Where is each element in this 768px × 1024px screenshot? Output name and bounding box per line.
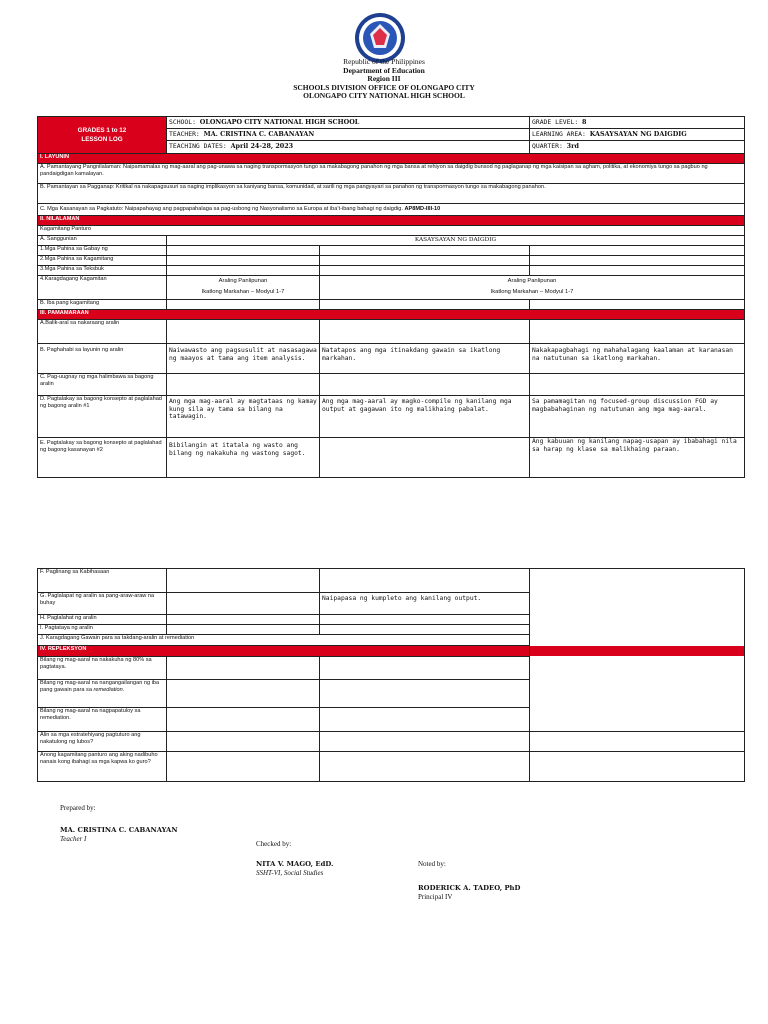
layunin-c-code: AP8MD-IIII-10: [404, 206, 441, 212]
balik-aral-label: A.Balik-aral sa nakaraang aralin: [38, 320, 167, 344]
teacher-cell: [167, 129, 530, 141]
lesson-log-table: [37, 116, 745, 478]
learning-area-value: KASAYSAYAN NG DAIGDIG: [589, 130, 687, 138]
noted-by-title: Principal IV: [418, 893, 453, 901]
header-department: Department of Education: [343, 65, 425, 75]
kagamitang-panturo: Kagamitang Panturo: [38, 226, 745, 236]
layunin-c-text: C. Mga Kasanayan sa Pagkatuto: Naipapahayag ang pagpapahalaga sa pag-usbong ng Nasyonalismo sa Europa at iba’t-ibang bahagi ng daigdig.: [40, 206, 403, 212]
sanggunian-label: A. Sanggunian: [38, 236, 167, 246]
section-nilalaman: II. NILALAMAN: [38, 216, 745, 226]
layunin-a: A. Pamantayang Pangnilalaman: Naipamamalas ng mag-aaral ang pag-unawa sa naging transpormasyon tungo sa makabagong panahon ng mga bansa at rehiyon sa daigdig bunsod ng paglaganap ng mga kaisipan sa agham, politika, at ekonomiya tungo sa pagbuo ng pandaigdigan kamalayan.: [38, 164, 745, 184]
grade-level-cell: [530, 117, 745, 129]
lesson-log-table-continued: [37, 568, 745, 782]
pag-uugnay-label: C. Pag-uugnay ng mga halimbawa sa bagong aralin: [38, 374, 167, 396]
noted-by-label: Noted by:: [418, 860, 446, 868]
checked-by-name: NITA V. MAGO, EdD.: [256, 860, 334, 868]
teksbuk-label: 3.Mga Pahina sa Teksbuk: [38, 266, 167, 276]
refleksyon-1: Bilang ng mag-aaral na nakakuha ng 80% sa pagtataya.: [38, 657, 167, 680]
dates-label: TEACHING DATES:: [169, 142, 227, 150]
checked-by-block: [256, 860, 333, 878]
grade-box: [38, 117, 167, 154]
prepared-by-name: MA. CRISTINA C. CABANAYAN: [60, 826, 178, 834]
school-cell: [167, 117, 530, 129]
noted-by-block: [418, 884, 520, 902]
paglalapat-label: G. Paglalapat ng aralin sa pang-araw-araw na buhay: [38, 593, 167, 615]
prepared-by-label: Prepared by:: [60, 804, 96, 812]
paghahabi-col2: Natatapos ang mga itinakdang gawain sa ikatlong markahan.: [320, 344, 530, 374]
quarter-value: 3rd: [566, 142, 579, 150]
checked-by-title: SSHT-VI, Social Studies: [256, 869, 324, 877]
prepared-by-title: Teacher I: [60, 835, 87, 843]
karagdagang-col1: [167, 276, 320, 300]
quarter-label: QUARTER:: [532, 142, 563, 150]
teacher-label: TEACHER:: [169, 130, 200, 138]
prepared-by-block: [60, 826, 178, 844]
karagdagang-label: 4.Karagdagang Kagamitan: [38, 276, 167, 300]
checked-by-label: Checked by:: [256, 840, 292, 848]
teacher-value: MA. CRISTINA C. CABANAYAN: [203, 130, 315, 138]
pagtalakay2-label: E. Pagtalakay sa bagong konsepto at paglalahad ng bagong kasanayan #2: [38, 438, 167, 478]
gabay-label: 1.Mga Pahina sa Gabay ng: [38, 246, 167, 256]
header-school: OLONGAPO CITY NATIONAL HIGH SCHOOL: [303, 91, 465, 101]
noted-by-name: RODERICK A. TADEO, PhD: [418, 884, 521, 892]
iba-pang-label: B. Iba pang kagamitang: [38, 300, 167, 310]
grade-box-line2: LESSON LOG: [81, 136, 123, 143]
quarter-cell: [530, 141, 745, 154]
paglinang-label: F. Paglinang sa Kabihasaan: [38, 569, 167, 593]
kagamitang-label: 2.Mga Pahina sa Kagamitang: [38, 256, 167, 266]
layunin-b: B. Pamantayan sa Pagganap: Kritikal na nakapagsusuri sa naging implikasyon sa kaniyang bansa, komunidad, at sarili ng mga pangyayari sa panahon ng transpormasyon tungo sa makabagong panahon.: [38, 184, 745, 204]
grade-level-value: 8: [582, 118, 587, 126]
grade-level-label: GRADE LEVEL:: [532, 118, 579, 126]
refleksyon-3: Bilang ng mag-aaral na nagpapatuloy sa remediation.: [38, 708, 167, 732]
modyul-1: Ikatlong Markahan – Modyul 1-7: [201, 289, 285, 295]
paglalahat-label: H. Paglalahat ng aralin: [38, 615, 167, 625]
pagtalakay1-label: D. Pagtalakay sa bagong konsepto at paglalahad ng bagong aralin #1: [38, 396, 167, 438]
dates-cell: [167, 141, 530, 154]
layunin-c: [38, 204, 745, 216]
refleksyon-2-italic: remediation.: [93, 687, 125, 693]
pagtataya-label: I. Pagtataya ng aralin: [38, 625, 167, 635]
paghahabi-col1: Naiwawasto ang pagsusulit at nasasagawa ng maayos at tama ang item analysis.: [167, 344, 320, 374]
refleksyon-4: Alin sa mga estratehiyang pagtuturo ang nakatulong ng lubos?: [38, 732, 167, 752]
modyul-2: Ikatlong Markahan – Modyul 1-7: [490, 289, 574, 295]
school-value: OLONGAPO CITY NATIONAL HIGH SCHOOL: [199, 118, 360, 126]
section-refleksyon: IV. REPLEKSYON: [38, 646, 745, 657]
header-region: Region III: [367, 74, 401, 84]
header-republic: Republic of the Philippines: [343, 57, 425, 66]
subject-cell: KASAYSAYAN NG DAIGDIG: [167, 236, 745, 246]
document-header: [0, 58, 768, 101]
karagdagang-col2: [320, 276, 745, 300]
araling-1: Araling Panlipunan: [218, 278, 268, 284]
paghahabi-label: B. Paghahabi sa layunin ng aralin: [38, 344, 167, 374]
dates-value: April 24-28, 2023: [230, 142, 294, 150]
pagtalakay1-col1: Ang mga mag-aaral ay magtataas ng kamay kung sila ay tama sa bilang na tatawagin.: [167, 396, 320, 438]
pagtalakay2-col1: Bibilangin at itatala ng wasto ang bilang ng nakakuha ng wastong sagot.: [167, 438, 320, 478]
header-division: SCHOOLS DIVISION OFFICE OF OLONGAPO CITY: [293, 82, 475, 92]
pagtalakay2-col3: Ang kabuuan ng kanilang napag-usapan ay ibabahagi nila sa harap ng klase sa malikhaing paraan.: [530, 438, 745, 478]
araling-2: Araling Panlipunan: [507, 278, 557, 284]
grade-box-line1: GRADES 1 to 12: [77, 127, 127, 134]
paglalapat-col2: Naipapasa ng kumpleto ang kanilang output.: [320, 593, 530, 615]
refleksyon-5: Anong kagamitang panturo ang aking nadibuho nanais kong ibahagi sa mga kapwa ko guro?: [38, 752, 167, 782]
school-label: SCHOOL:: [169, 118, 196, 126]
section-pamamaraan: III. PAMAMARAAN: [38, 310, 745, 320]
refleksyon-2-text: Bilang ng mag-aaral na nangangailangan ng iba pang gawain para sa: [40, 680, 160, 693]
section-layunin: I. LAYUNIN: [38, 154, 745, 164]
pagtalakay1-col2: Ang mga mag-aaral ay magko-compile ng kanilang mga output at gagawan ito ng malikhaing pabalat.: [320, 396, 530, 438]
refleksyon-2: [38, 680, 167, 708]
karagdagang-gawain: J. Karagdagang Gawain para sa takdang-aralin at remediation: [38, 635, 530, 646]
pagtalakay1-col3: Sa pamamagitan ng focused-group discussion FGD ay magbabahaginan ng natutunan ang mga mag-aaral.: [530, 396, 745, 438]
learning-area-label: LEARNING AREA:: [532, 130, 586, 138]
learning-area-cell: [530, 129, 745, 141]
paghahabi-col3: Nakakapagbahagi ng mahahalagang kaalaman at karanasan na natutunan sa ikatlong markahan.: [530, 344, 745, 374]
